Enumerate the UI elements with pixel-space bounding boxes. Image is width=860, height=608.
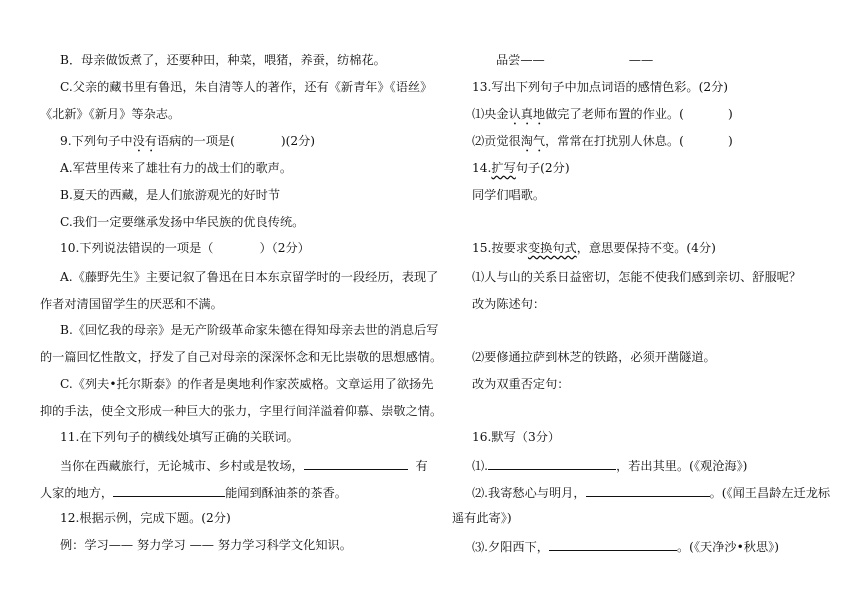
q15-emphasis: 变换句式 [527, 241, 577, 255]
q12-stem: 12.根据示例，完成下题。(2分) [60, 511, 231, 525]
q11-s1-post: 有 [415, 459, 428, 473]
q9-option-c: C.我们一定要继承发扬中华民族的优良传统。 [60, 215, 305, 229]
q10-option-b-line2: 的一篇回忆性散文，抒发了自己对母亲的深深怀念和无比崇敬的思想感情。 [40, 350, 443, 364]
q16-item3 [472, 537, 779, 555]
q13-1-emphasis: 认真地 [508, 107, 546, 121]
q16-blank-3[interactable] [549, 537, 677, 551]
q10-option-a-line1: A.《藤野先生》主要记叙了鲁迅在日本东京留学时的一段经历，表现了 [60, 270, 439, 284]
q11-stem: 11.在下列句子的横线处填写正确的关联词。 [60, 430, 299, 444]
q10-option-c-line1: C.《列夫•托尔斯泰》的作者是奥地利作家茨威格。文章运用了欲扬先 [60, 377, 434, 391]
q13-item2 [472, 133, 733, 155]
q15-item1: ⑴人与山的关系日益密切，怎能不使我们感到亲切、舒服呢？ [472, 270, 802, 284]
q15-post: ，意思要保持不变。(4分) [576, 241, 716, 255]
q16-blank-1[interactable] [488, 456, 616, 470]
q16-3-post: 。(《天净沙•秋思》) [677, 540, 779, 554]
q11-s1-pre: 当你在西藏旅行，无论城市、乡村或是牧场， [60, 459, 304, 473]
q13-1-close: ) [727, 107, 733, 121]
q8-option-c-line2: 《北新》《新月》等杂志。 [40, 107, 181, 121]
q11-s2-pre: 人家的地方， [40, 486, 114, 500]
q13-1-post: 做完了老师布置的作业。( [545, 107, 684, 121]
q10-score: ）（2分） [259, 241, 310, 255]
q13-stem: 13.写出下列句子中加点词语的感情色彩。(2分) [472, 80, 729, 94]
q9-text-post: 语病的一项是( [156, 134, 235, 148]
pinchang-dash: —— [628, 53, 654, 67]
q9-text-pre: 9.下列句子中 [60, 134, 133, 148]
q16-2-pre: ⑵.我寄愁心与明月， [472, 486, 586, 500]
q15-item1-answer-label: 改为陈述句： [472, 297, 546, 311]
q8-option-b: B．母亲做饭煮了，还要种田，种菜，喂猪，养蚕，纺棉花。 [60, 53, 386, 67]
q11-blank-1[interactable] [304, 456, 408, 470]
q16-item1 [472, 456, 747, 474]
q10-option-b-line1: B.《回忆我的母亲》是无产阶级革命家朱德在得知母亲去世的消息后写 [60, 323, 439, 337]
q9-option-b: B.夏天的西藏，是人们旅游观光的好时节 [60, 188, 281, 202]
q15-stem [472, 240, 716, 256]
q16-stem: 16.默写（3分） [472, 430, 561, 444]
q9-option-a: A.军营里传来了雄壮有力的战士们的歌声。 [60, 161, 293, 175]
q9-stem [60, 133, 315, 155]
q10-stem [60, 240, 310, 256]
q14-sentence: 同学们唱歌。 [472, 188, 546, 202]
q16-item2 [472, 483, 830, 501]
q9-emphasis: 没有 [132, 134, 157, 148]
q11-s2-post: 能闻到酥油茶的茶香。 [225, 486, 347, 500]
q11-blank-2[interactable] [113, 483, 225, 497]
q8-option-c-line1: C.父亲的藏书里有鲁迅，朱自清等人的著作，还有《新青年》《语丝》 [60, 80, 433, 94]
q11-sentence-line1 [60, 456, 428, 474]
q9-score: )(2分) [280, 134, 316, 148]
q13-1-pre: ⑴央金 [472, 107, 509, 121]
q12-example: 例：学习—— 努力学习 —— 努力学习科学文化知识。 [60, 538, 352, 552]
q13-2-post: ，常常在打扰别人休息。( [545, 134, 684, 148]
q15-item2-answer-label: 改为双重否定句： [472, 377, 570, 391]
q11-sentence-line2 [40, 483, 347, 501]
pinchang-label: 品尝—— [496, 53, 545, 67]
q14-emphasis: 扩写 [491, 161, 516, 175]
q16-item2-continued: 遥有此寄》) [452, 511, 512, 525]
q16-3-pre: ⑶.夕阳西下， [472, 540, 549, 554]
q13-item1 [472, 106, 733, 128]
q16-blank-2[interactable] [586, 483, 710, 497]
q16-1-pre: ⑴. [472, 459, 489, 473]
q10-text: 10.下列说法错误的一项是（ [60, 241, 214, 255]
q16-2-post: 。(《闻王昌龄左迁龙标 [709, 486, 831, 500]
q13-2-emphasis: 淘气 [520, 134, 546, 148]
q13-2-pre: ⑵贡觉很 [472, 134, 521, 148]
q10-option-c-line2: 抑的手法，使全文形成一种巨大的张力，字里行间洋溢着仰慕、崇敬之情。 [40, 404, 443, 418]
q14-pre: 14. [472, 161, 492, 175]
q16-1-post: ，若出其里。(《观沧海》) [616, 459, 748, 473]
q15-pre: 15.按要求 [472, 241, 528, 255]
q14-stem [472, 160, 570, 176]
q14-post: 句子(2分) [515, 161, 570, 175]
q15-item2: ⑵要修通拉萨到林芝的铁路，必须开凿隧道。 [472, 350, 716, 364]
q12-pinchang [496, 52, 653, 68]
q10-option-a-line2: 作者对清国留学生的厌恶和不满。 [40, 297, 223, 311]
q13-2-close: ) [727, 134, 733, 148]
